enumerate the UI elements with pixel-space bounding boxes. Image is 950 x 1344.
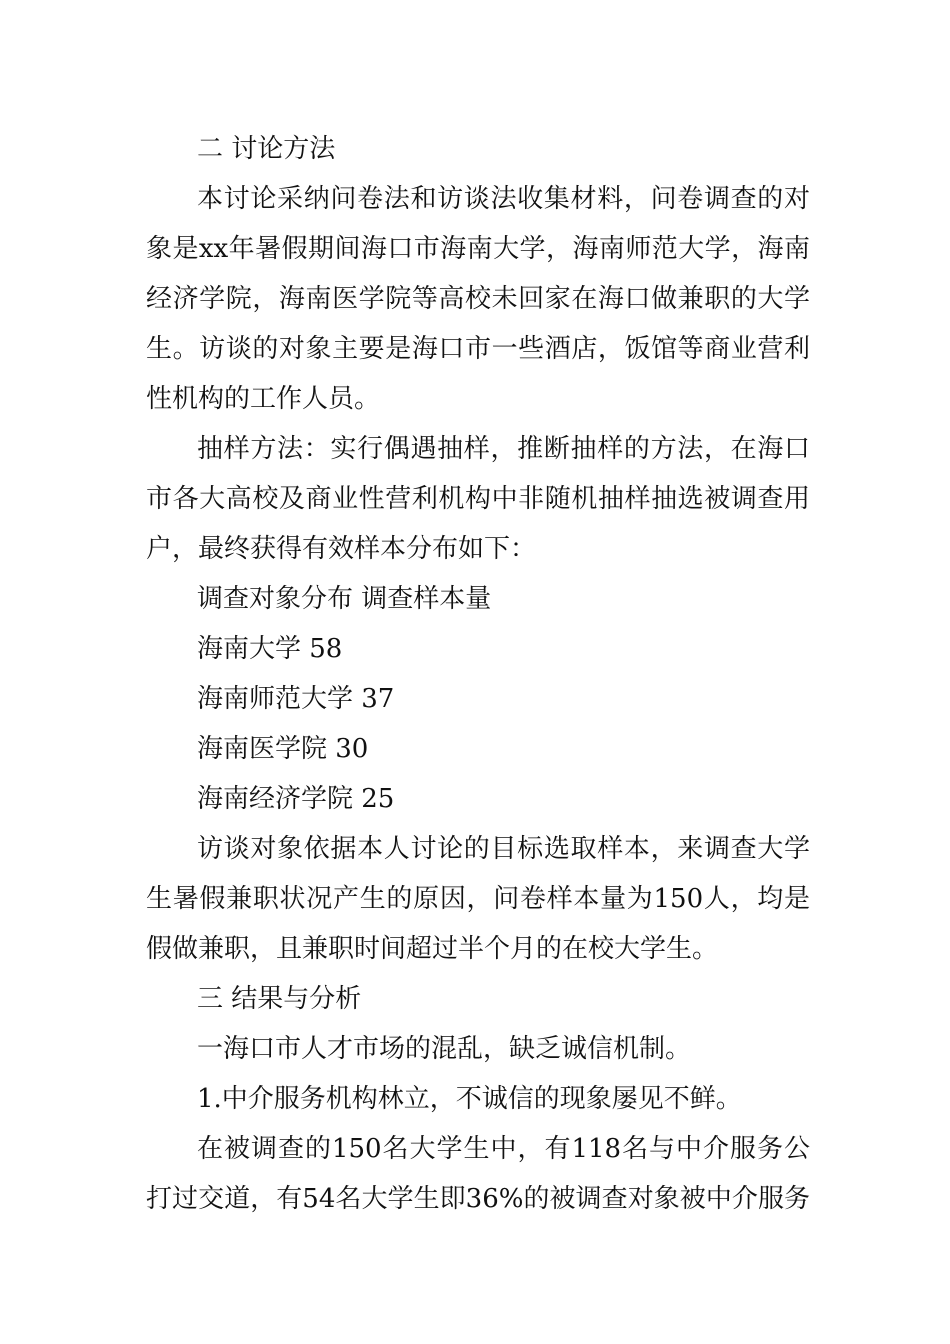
paragraph-line: 本讨论采纳问卷法和访谈法收集材料，问卷调查的对 [197, 184, 810, 214]
sample-table-row: 海南师范大学 37 [197, 684, 395, 714]
sample-table-header: 调查对象分布 调查样本量 [197, 584, 492, 614]
paragraph-line: 生暑假兼职状况产生的原因，问卷样本量为150人，均是 [146, 884, 810, 914]
sample-table-row: 海南经济学院 25 [197, 784, 395, 814]
subsection-heading: 一海口市人才市场的混乱，缺乏诚信机制。 [197, 1034, 692, 1064]
paragraph-line: 户，最终获得有效样本分布如下： [146, 534, 537, 564]
subsection-heading: 1.中介服务机构林立，不诚信的现象屡见不鲜。 [197, 1084, 742, 1114]
section-heading-method: 二 讨论方法 [197, 134, 336, 164]
paragraph-line: 打过交道，有54名大学生即36%的被调查对象被中介服务 [146, 1184, 810, 1214]
paragraph-line: 在被调查的150名大学生中，有118名与中介服务公 [197, 1134, 810, 1164]
paragraph-line: 抽样方法：实行偶遇抽样，推断抽样的方法，在海口 [197, 434, 810, 464]
paragraph-line: 象是xx年暑假期间海口市海南大学，海南师范大学，海南 [146, 234, 810, 264]
sample-table-row: 海南医学院 30 [197, 734, 369, 764]
paragraph-line: 经济学院，海南医学院等高校未回家在海口做兼职的大学 [146, 284, 810, 314]
paragraph-line: 市各大高校及商业性营利机构中非随机抽样抽选被调查用 [146, 484, 810, 514]
paragraph-line: 访谈对象依据本人讨论的目标选取样本，来调查大学 [197, 834, 810, 864]
paragraph-line: 生。访谈的对象主要是海口市一些酒店，饭馆等商业营利 [146, 334, 810, 364]
paragraph-line: 性机构的工作人员。 [146, 384, 381, 414]
section-heading-results: 三 结果与分析 [197, 984, 362, 1014]
paragraph-line: 假做兼职，且兼职时间超过半个月的在校大学生。 [146, 934, 719, 964]
sample-table-row: 海南大学 58 [197, 634, 343, 664]
